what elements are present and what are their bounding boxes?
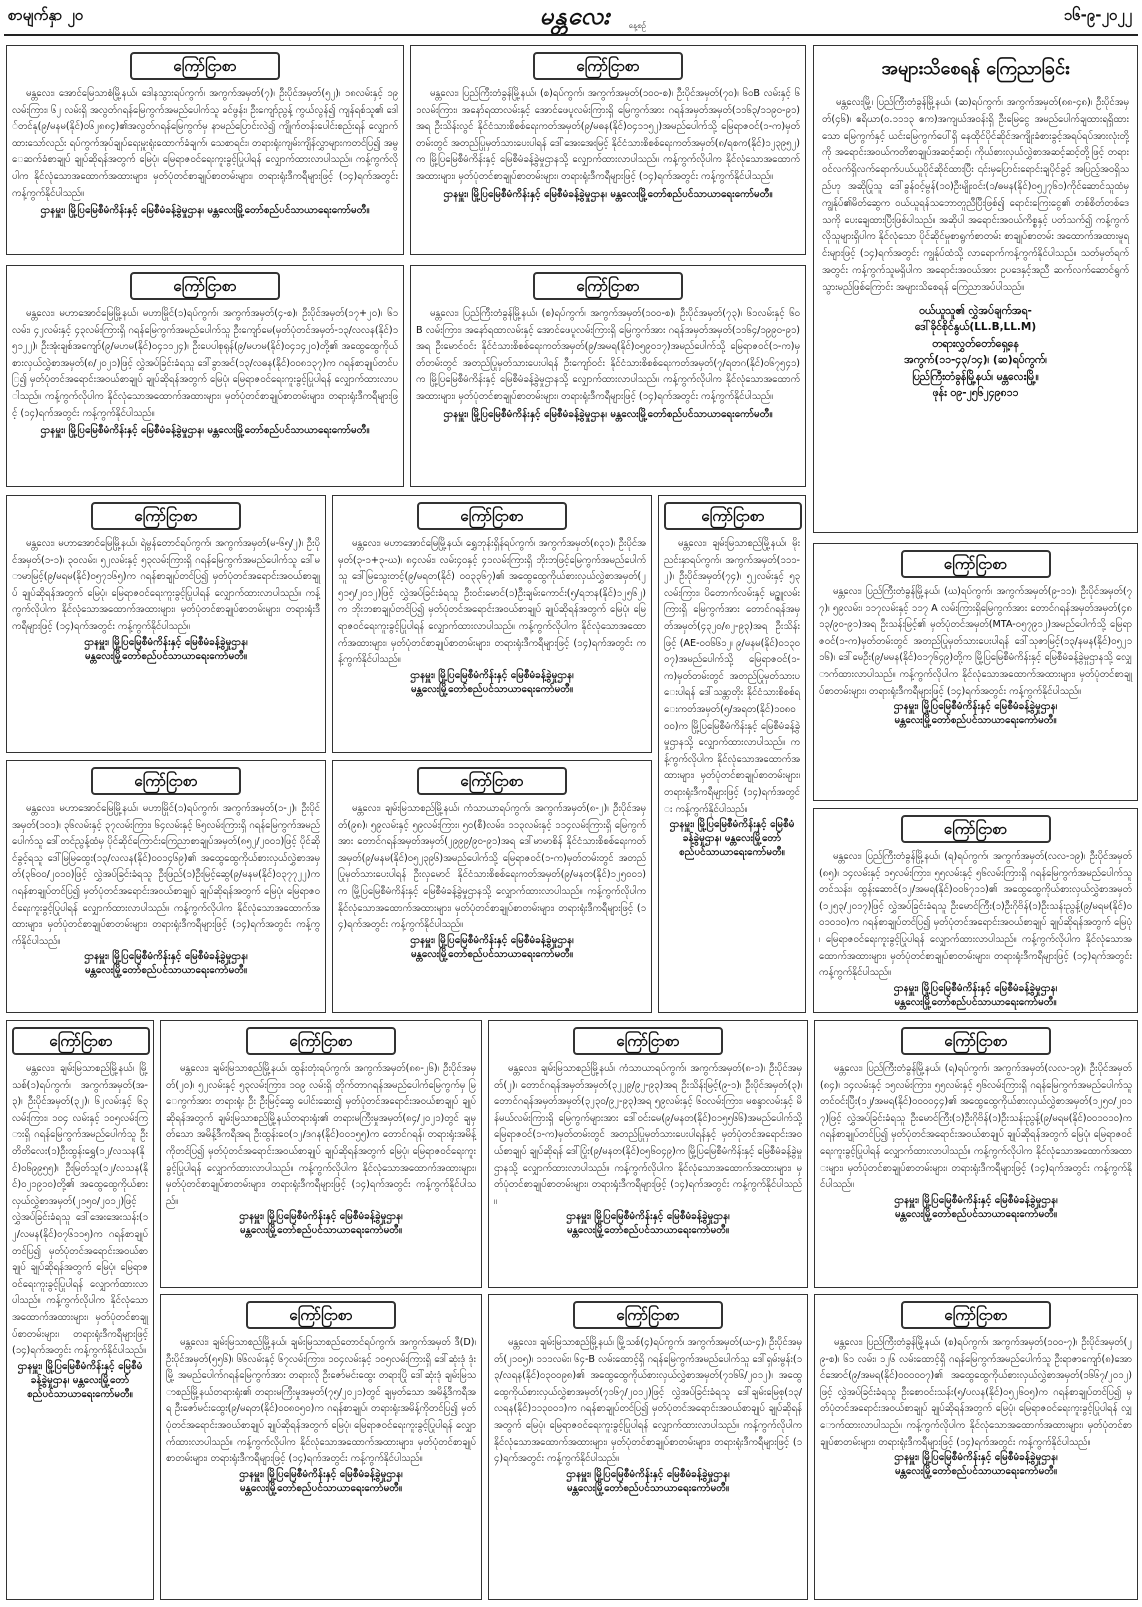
ad-title: ကြော်ငြာစာ [901, 815, 1051, 843]
ad-signature-line2: မန္တလေးမြို့တော်စည်ပင်သာယာရေးကော်မတီ။ [84, 965, 248, 977]
ad-title: ကြော်ငြာစာ [533, 52, 683, 80]
ad-signature: ဌာနမှူး၊ မြို့ပြမြေစီမံကိန်းနှင့် မြေစီမံခန့်ခွဲမှုဌာန၊ မန္တလေးမြို့တော်စည်ပင်သာယာရေးကော်မတီ။ [40, 425, 370, 437]
ad-body: မန္တလေး၊ ပြည်ကြီးတံခွန်မြို့နယ်၊ (စ)ရပ်ကွက်၊ အကွက်အမှတ်(၁၀၀-စ)၊ ဦးပိုင်အမှတ်(၇၀)၊ ၆၀B လမ်းနှင့် ၆၁လမ်းကြား၊ အနော်ရထာလမ်းနှင့် အောင်ဖေပူလမ်းကြားရှိ မြေကွက်အား ဂရန်အမှတ်အမှတ်(၁၁၆၃/၁၁၉၀-၉၁)အရ ဦးသိန်းလွင် နိုင်ငံသားစိစစ်ရေးကတ်အမှတ်(၉/မဓန(နိုင်)၀၄၁၁၅၂)အမည်ပေါက်သို့ မြေရာဇဝင်(၁-က)မှတ်တမ်းတွင် အတည်ပြုမှတ်သားပေးပါရန် ဒေါ်အေးအေးမြင့် နိုင်ငံသားစိစစ်ရေးကတ်အမှတ်(၈/ရစက(နိုင်)၁၂၃၉၅၂)က မြို့ပြမြေစီမံကိန်းနှင့် မြေစီမံခန့်ခွဲမှုဌာနသို့ လျှောက်ထားလာပါသည်။ ကန့်ကွက်လိုပါက နိုင်လုံသောအထောက်အထားများ၊ မှတ်ပုံတင်စာချုပ်စာတမ်းများ၊ တရားရုံးဒီကရီများဖြင့် (၁၄)ရက်အတွင်း ကန့်ကွက်နိုင်ပါသည်။ [416, 88, 800, 182]
ad-title: ကြော်ငြာစာ [664, 502, 802, 530]
lawyer-line: ပြည်ကြီးတံခွန်မြို့နယ်၊ မန္တလေးမြို့။ [912, 370, 1039, 383]
ad-title: ကြော်ငြာစာ [130, 52, 280, 80]
ad-box [6, 760, 326, 1013]
ad-signature-line2: မန္တလေးမြို့တော်စည်ပင်သာယာရေးကော်မတီ။ [894, 715, 1057, 727]
ad-signature-line1: ဌာနမှူး၊ မြို့ပြမြေစီမံကိန်းနှင့် မြေစီမံခန့်ခွဲမှုဌာန၊ [410, 934, 574, 946]
ad-signature-line2: မန္တလေးမြို့တော်စည်ပင်သာယာရေးကော်မတီ။ [894, 996, 1057, 1008]
ad-box [160, 1020, 482, 1288]
ad-body: မန္တလေး၊ မဟာအောင်မြေမြို့နယ်၊ ရွှေဘုန်းရှိန်ရပ်ကွက်၊ အကွက်အမှတ်(၈၃၁)၊ ဦးပိုင်အမှတ်(၃-၁+၃-ဃ)၊ ၈၄လမ်း၊ လမ်း၄၀နှင့် ၄၁လမ်းကြားရှိ ဘိုးဘဖြင့်မြေကွက်အမည်ပေါက်သူ ဒေါ်မြသွေးတင့်(၉/မရတ(နိုင်) ၀၀၃၃၆၇)၏ အထွေထွေကိုယ်စားလှယ်လွှဲစာအမှတ်(၂၅၁၅/၂၀၁၂)ဖြင့် လွှဲအပ်ခြင်းခံရသူ ဦးဝင်းမောင်(၁)ဦးချမ်းကောင်း(၅/ရဘန(နိုင်)၁၂၅၆၂)က ဘိုးဘစာချုပ်တင်ပြ၍ မှတ်ပုံတင်အရောင်းအဝယ်စာချုပ် ချုပ်ဆိုရန်အတွက် မြေပုံ၊ မြေရာဇဝင်ရေးကူးခွင့်ပြုပါရန် လျှောက်ထားလာပါသည်။ ကန့်ကွက်လိုပါက နိုင်လုံသောအထောက်အထားများ၊ မှတ်ပုံတင်စာချုပ်စာတမ်းများ၊ တရားရုံးဒီကရီများဖြင့် (၁၄)ရက်အတွင်း ကန့်ကွက်နိုင်ပါသည်။ [338, 538, 646, 666]
ad-box [332, 495, 652, 753]
ad-signature: ဌာနမှူး၊ မြို့ပြမြေစီမံကိန်းနှင့် မြေစီမံခန့်ခွဲမှုဌာန၊ မန္တလေးမြို့တော်စည်ပင်သာယာရေးကော်မတီ။ [443, 188, 773, 200]
ad-body: မန္တလေး၊ မဟာအောင်မြေမြို့နယ်၊ မဟာမြိုင်(၁)ရပ်ကွက်၊ အကွက်အမှတ်(၁-၂)၊ ဦးပိုင်အမှတ်(၁၀၁)၊ ၃၆လမ်းနှင့် ၃၇လမ်းကြား၊ ၆၄လမ်းနှင့် ၆၅လမ်းကြားရှိ ဂရန်မြေကွက်အမည်ပေါက်သူ ဒေါ်တင်ညွန့်ထံမှ ပိုင်ဆိုင်ကြောင်းကြေညာစာချုပ်အမှတ်(၈၅၂/၂၀၀၁)ဖြင့် ပိုင်ဆိုင်ခွင့်ရသူ ဒေါ်မြမြထွေး(၁၃/လလန(နိုင်)၀၀၁၄၆၉)၏ အထွေထွေကိုယ်စားလှယ်လွှဲစာအမှတ်(၃၆၀၀/၂၀၁၀)ဖြင့် လွှဲအပ်ခြင်းခံရသူ ဦးဖြည်(၁)ဦးမြင့်ဆွေ(၉/မနမ(နိုင်)၀၃၇၇၂၂)က ဂရန်စာချုပ်တင်ပြ၍ မှတ်ပုံတင်အရောင်းအဝယ်စာချုပ် ချုပ်ဆိုရန်အတွက် မြေပုံ၊ မြေရာဇဝင်ရေးကူးခွင့်ပြုပါရန် လျှောက်ထားလာပါသည်။ ကန့်ကွက်လိုပါက နိုင်လုံသောအထောက်အထားများ၊ မှတ်ပုံတင်စာချုပ်စာတမ်းများ၊ တရားရုံးဒီကရီများဖြင့် (၁၄)ရက်အတွင်း ကန့်ကွက်နိုင်ပါသည်။ [12, 803, 321, 947]
ad-box [6, 45, 404, 255]
ad-body: မန္တလေး၊ ချမ်းမြသာစည်မြို့နယ်၊ ကံသာယာရပ်ကွက်၊ အကွက်အမှတ်(၈-၂)၊ ဦးပိုင်အမှတ်(၉၈)၊ ၅၉လမ်းနှင့် ၅၉လမ်းကြား၊ ၅၀(စီ)လမ်း၊ ၁၁၃လမ်းနှင့် ၁၁၄လမ်းကြားရှိ မြေကွက်အား တောင်ဂရန်အမှတ်အမှတ်(၂၉၉၉/၉၀-၉၁)အရ ဒေါ်မာမာစိန် နိုင်ငံသားစိစစ်ရေးကတ်အမှတ်(၉/မနမ(နိုင်)၀၅၂၃၉၆)အမည်ပေါက်သို့ မြေရာဇဝင်(၁-က)မှတ်တမ်းတွင် အတည်ပြုမှတ်သားပေးပါရန် ဦးလှမောင် နိုင်ငံသားစိစစ်ရေးကတ်အမှတ်(၉/မနတ(နိုင်)၁၂၅၀၀၁)က မြို့ပြမြေစီမံကိန်းနှင့် မြေစီမံခန့်ခွဲမှုဌာနသို့ လျှောက်ထားလာပါသည်။ ကန့်ကွက်လိုပါက နိုင်လုံသောအထောက်အထားများ၊ မှတ်ပုံတင်စာချုပ်စာတမ်းများ၊ တရားရုံးဒီကရီများဖြင့် (၁၄)ရက်အတွင်း ကန့်ကွက်နိုင်ပါသည်။ [338, 803, 646, 931]
lawyer-line: ဝယ်ယူသူ၏ လွှဲအပ်ချက်အရ- [919, 304, 1032, 317]
ad-box [6, 265, 404, 487]
lawyer-phone: ဖုန်း ၀၉-၂၅၆၂၄၉၈၁၁ [932, 387, 1019, 400]
ad-signature-line2: မန္တလေးမြို့တော်စည်ပင်သာယာရေးကော်မတီ။ [239, 1225, 403, 1237]
ad-box [410, 45, 806, 255]
ad-signature-line2: မန္တလေးမြို့တော်စည်ပင်သာယာရေးကော်မတီ။ [410, 948, 574, 960]
ad-box [814, 1020, 1138, 1288]
ad-signature: ဌာနမှူး၊ မြို့ပြမြေစီမံကိန်းနှင့် မြေစီမံခန့်ခွဲမှုဌာန၊ မန္တလေးမြို့တော်စည်ပင်သာယာရေးကော်မတီ။ [40, 205, 370, 217]
ad-signature-line1: ဌာနမှူး၊ မြို့ပြမြေစီမံကိန်းနှင့် မြေစီမံခန့်ခွဲမှုဌာန၊ [893, 701, 1058, 713]
ad-signature-line1: ဌာနမှူး၊ မြို့ပြမြေစီမံကိန်းနှင့် မြေစီမံခန့်ခွဲမှုဌာန၊ [239, 1468, 403, 1480]
ad-body: မန္တလေး၊ ချမ်းမြသာစည်မြို့နယ်၊ ချမ်းမြသာစည်တောင်ရပ်ကွက်၊ အကွက်အမှတ် ဒီ(D)၊ ဦးပိုင်အမှတ်(၅၅၆)၊ ၆၆လမ်းနှင့် ၆၇လမ်းကြား၊ ၁၀၄လမ်းနှင့် ၁၀၅လမ်းကြားရှိ ဒေါ်ဆုံးဒုံ ဒုံးမြို့ အမည်ပေါက်ဂရန်မြေကွက်အား တရားလို ဦးဇော်မင်းထွေး တရားပြို ဒေါ်ဆုံးဒုံ ချမ်းမြသာစည်မြို့နယ်တရားရုံး၏ တရားမကြီးမှုအမှတ်(၇၅/၂၀၂၁)တွင် ချမှတ်သော အမိန့်ဒီကရီအရ ဦးဇော်မင်းထွေး(၉/မရတ(နိုင်)၀၀၈၀၅၀)က ဂရန်စာချုပ်၊ တရားရုံးအမိန့်ကိုတင်ပြ၍ မှတ်ပုံတင်အရောင်းအဝယ်စာချုပ် ချုပ်ဆိုရန်အတွက် မြေပုံ၊ မြေရာဇဝင်ရေးကူးခွင့်ပြုပါရန် လျှောက်ထားလာပါသည်။ ကန့်ကွက်လိုပါက နိုင်လုံသောအထောက်အထားများ၊ မှတ်ပုံတင်စာချုပ်စာတမ်းများ၊ တရားရုံးဒီကရီများဖြင့် (၁၄)ရက်အတွင်း ကန့်ကွက်နိုင်ပါသည်။ [166, 1337, 476, 1465]
lawyer-line: တရားလွှတ်တော်ရှေ့နေ [932, 337, 1019, 350]
ad-box [814, 1294, 1138, 1600]
ad-box [332, 760, 652, 1013]
ad-title: ကြော်ငြာစာ [573, 1027, 723, 1055]
ad-title: ကြော်ငြာစာ [246, 1301, 396, 1329]
lawyer-line: အကွက်(၁၁-၄၃/၁၄)၊ (ဆ)ရပ်ကွက်၊ [904, 354, 1047, 367]
ad-signature-line1: ဌာနမှူး၊ မြို့ပြမြေစီမံကိန်းနှင့် မြေစီမံခန့်ခွဲမှုဌာန၊ [894, 1194, 1058, 1206]
ad-body: မန္တလေး၊ အောင်မြေသာစံမြို့နယ်၊ ဒေါနသွားရပ်ကွက်၊ အကွက်အမှတ်(၇)၊ ဦးပိုင်အမှတ်(၅၂)၊ ၁၈လမ်းနှင့် ၁၉လမ်းကြား၊ ၆၂ လမ်းရှိ အလွတ်ဂရန်မြေကွက်အမည်ပေါက်သူ ခင်ဖွန်း၊ ဦးကျော်ညွန့် ကွယ်လွန်၍ ကျန်ရစ်သူ၏ ဒေါ်တင်နု(၉/မနမ(နိုင်)၀၆၂၈၈၄)၏အလွတ်ဂရန်မြေကွက်မှ နာမည်ပြောင်းလဲ၍ ကျိုက်တန်းပေါင်းစည်းရန် လျှောက်ထားသော်လည်း ရပ်ကွက်အုပ်ချုပ်ရေးမှူးရုံးထောက်ခံချက်၊ သေစာရင်း၊ တရားရုံးကျမ်းကျိန်လွှာများကတင်ပြ၍ အမွေဆက်ခံစာချုပ် ချုပ်ဆိုရန်အတွက် မြေပုံ၊ မြေရာဇဝင်ရေးကူးခွင့်ပြုပါရန် လျှောက်ထားလာပါသည်။ ကန့်ကွက်လိုပါက နိုင်လုံသောအထောက်အထားများ၊ မှတ်ပုံတင်စာချုပ်စာတမ်းများ၊ တရားရုံးဒီကရီများဖြင့် (၁၄)ရက်အတွင်း ကန့်ကွက်နိုင်ပါသည်။ [12, 88, 398, 199]
ad-box [410, 265, 806, 487]
ad-signature-line2: မန္တလေးမြို့တော်စည်ပင်သာယာရေးကော်မတီ။ [239, 1482, 403, 1494]
header-rule [4, 34, 1138, 36]
ad-body: မန္တလေး၊ ချမ်းမြသာစည်မြို့နယ်၊ ထွန်းတုံးရပ်ကွက်၊ အကွက်အမှတ်(၈၈-၂၆)၊ ဦးပိုင်အမှတ်(၂၀)၊ ၅၂လမ်းနှင့် ၅၃လမ်းကြား၊ ၁၀၉ လမ်းရှိ တိုက်တာဂရန်အမည်ပေါက်မြေကွက်မှ မြေကွက်အား တရားရုံး ဦး ဦးမြင့်ဆွေ ပေါင်းဆေး၍ မှတ်ပုံတင်အရောင်းအဝယ်စာချုပ် ချုပ်ဆိုရန်အတွက် ချမ်းမြသာစည်မြို့နယ်တရားရုံး၏ တရားမကြီးမှုအမှတ်(၈၄/၂၀၂၁)တွင် ချမှတ်သော အမိန့်ဒီကရီအရ ဦးထွန်းဝေ(၁၂/ဒဂန(နိုင်)၀၀၁၅၅)က တောင်ဂရန်၊ တရားရုံးအမိန့်ကိုတင်ပြ၍ မှတ်ပုံတင်အရောင်းအဝယ်စာချုပ် ချုပ်ဆိုရန်အတွက် မြေပုံ၊ မြေရာဇဝင်ရေးကူးခွင့်ပြုပါရန် လျှောက်ထားလာပါသည်။ ကန့်ကွက်လိုပါက နိုင်လုံသောအထောက်အထားများ၊ မှတ်ပုံတင်စာချုပ်စာတမ်းများ၊ တရားရုံးဒီကရီများဖြင့် (၁၄)ရက်အတွင်း ကန့်ကွက်နိုင်ပါသည်။ [166, 1063, 476, 1207]
ad-body: မန္တလေး၊ ချမ်းမြသာစည်မြို့နယ်၊ ကံသာယာရပ်ကွက်၊ အကွက်အမှတ်(၈-၁)၊ ဦးပိုင်အမှတ်(၂)၊ တောင်ဂရန်အမှတ်အမှတ်(၃၂၂၉/၉၂-၉၃)အရ ဦးသိန်းမြင့်(၉-၁)၊ ဦးပိုင်အမှတ်(၃)၊ တောင်ဂရန်အမှတ်အမှတ်(၃၂၃၀/၉၂-၉၃)အရ ၅၉လမ်းနှင့် ၆၀လမ်းကြား၊ မစန္ဒာလမ်းနှင့် မိန်မယ်လမ်းကြားရှိ မြေကွက်များအား ဒေါ်ဝင်းမေ(၉/မနတ(နိုင်)၀၁၅၅၆၆)အမည်ပေါက်သို့ မြေရာဇဝင်(၁-က)မှတ်တမ်းတွင် အတည်ပြုမှတ်သားပေးပါရန်နှင့် မှတ်ပုံတင်အရောင်းအဝယ်စာချုပ် ချုပ်ဆိုရန် ဒေါ်ပြုံး(၉/မနတ(နိုင်)၀၅၆၀၄၉)က မြို့ပြမြေစီမံကိန်းနှင့် မြေစီမံခန့်ခွဲမှုဌာနသို့ လျှောက်ထားလာပါသည်။ ကန့်ကွက်လိုပါက နိုင်လုံသောအထောက်အထားများ၊ မှတ်ပုံတင်စာချုပ်စာတမ်းများ၊ တရားရုံးဒီကရီများဖြင့် (၁၄)ရက်အတွင်း ကန့်ကွက်နိုင်ပါသည်။ [494, 1063, 802, 1207]
ad-title: ကြော်ငြာစာ [901, 550, 1051, 578]
ad-body: မန္တလေး၊ ချမ်းမြသာစည်မြို့နယ်၊ မြို့သစ်(၄)ရပ်ကွက်၊ အကွက်အမှတ်(ယ-၄)၊ ဦးပိုင်အမှတ်(၂၁၀၅)၊ ၁၁၁လမ်း၊ ၆၄-B လမ်းထောင့်ရှိ ဂရန်မြေကွက်အမည်ပေါက်သူ ဒေါ်ရှမ်းမွန်း(၁၃/လရန(နိုင်)၀၃၀၀၉၈)၏ အထွေထွေကိုယ်စားလှယ်လွှဲစာအမှတ်(၇၁၆၆/၂၀၁၂)၊ အထွေထွေကိုယ်စားလှယ်လွှဲစာအမှတ်(၇၁၆၇/၂၀၁၂)ဖြင့် လွှဲအပ်ခြင်းခံရသူ ဒေါ်ချမ်းမြေစု(၁၃/လရန(နိုင်)၁၁၃၀၀၁)က ဂရန်စာချုပ်တင်ပြ၍ မှတ်ပုံတင်အရောင်းအဝယ်စာချုပ် ချုပ်ဆိုရန်အတွက် မြေပုံ၊ မြေရာဇဝင်ရေးကူးခွင့်ပြုပါရန် လျှောက်ထားလာပါသည်။ ကန့်ကွက်လိုပါက နိုင်လုံသောအထောက်အထားများ၊ မှတ်ပုံတင်စာချုပ်စာတမ်းများ၊ တရားရုံးဒီကရီများဖြင့် (၁၄)ရက်အတွင်း ကန့်ကွက်နိုင်ပါသည်။ [494, 1337, 802, 1465]
masthead [0, 0, 1142, 36]
ad-signature-line2: မန္တလေးမြို့တော်စည်ပင်သာယာရေးကော်မတီ။ [894, 1208, 1058, 1220]
notice-signature [822, 303, 1129, 402]
ad-title: ကြော်ငြာစာ [91, 767, 241, 795]
logo-text: မန္တလေး [539, 1, 611, 30]
ad-box [6, 495, 326, 753]
ad-title: ကြော်ငြာစာ [533, 272, 683, 300]
ad-body: မန္တလေး၊ မဟာအောင်မြေမြို့နယ်၊ ရဲမွန်တောင်ရပ်ကွက်၊ အကွက်အမှတ်(မ-၆၅/၂)၊ ဦးပိုင်အမှတ်(၁-၁)၊ ၃၀လမ်း၊ ၅၂လမ်းနှင့် ၅၃လမ်းကြားရှိ ဂရန်မြေကွက်အမည်ပေါက်သူ ဒေါ်မာမာမြင့်(၉/မရမ(နိုင်)၀၅၇၁၆၅)က ဂရန်စာချုပ်တင်ပြ၍ မှတ်ပုံတင်အရောင်းအဝယ်စာချုပ် ချုပ်ဆိုရန်အတွက် မြေပုံ၊ မြေရာဇဝင်ရေးကူးခွင့်ပြုပါရန် လျှောက်ထားလာပါသည်။ ကန့်ကွက်လိုပါက နိုင်လုံသောအထောက်အထားများ၊ မှတ်ပုံတင်စာချုပ်စာတမ်းများ၊ တရားရုံးဒီကရီများဖြင့် (၁၄)ရက်အတွင်း ကန့်ကွက်နိုင်ပါသည်။ [12, 538, 320, 632]
ad-title: ကြော်ငြာစာ [91, 502, 241, 530]
ad-body: မန္တလေး၊ ချမ်းမြသာစည်မြို့နယ်၊ မိုးညင်းနှာရပ်ကွက်၊ အကွက်အမှတ်(၁၁၁-၂)၊ ဦးပိုင်အမှတ်(၇၄)၊ ၅၂လမ်းနှင့် ၅၃လမ်းကြား၊ ပိတောက်လမ်းနှင့် မဉ္ဇူလမ်းကြားရှိ မြေကွက်အား တောင်ဂရန်အမှတ်အမှတ်(၄၃၂၀/၈၂-၉၃)အရ ဦးသိန်းဖြင့် (AE-၀၀၆၆၁၂၊ ၉/မနမ(နိုင်)၀၁၃၀၀၇)အမည်ပေါက်သို့ မြေရာဇဝင်(၁-က)မှတ်တမ်းတွင် အတည်ပြုမှတ်သားပေးပါရန် ဒေါ်သန္တာတိုး နိုင်ငံသားစိစစ်ရေးကတ်အမှတ်(၅/အရတ(နိုင်)၁၀၈၀၀၀)က မြို့ပြမြေစီမံကိန်းနှင့် မြေစီမံခန့်ခွဲမှုဌာနသို့ လျှောက်ထားလာပါသည်။ ကန့်ကွက်လိုပါက နိုင်လုံသောအထောက်အထားများ၊ မှတ်ပုံတင်စာချုပ်စာတမ်းများ၊ တရားရုံးဒီကရီများဖြင့် (၁၄)ရက်အတွင်း ကန့်ကွက်နိုင်ပါသည်။ [664, 538, 800, 815]
ad-box [813, 808, 1138, 1013]
ad-title: ကြော်ငြာစာ [417, 767, 567, 795]
ad-signature-line1: ဌာနမှူး၊ မြို့ပြမြေစီမံကိန်းနှင့် မြေစီမံခန့်ခွဲမှုဌာန၊ [84, 636, 248, 648]
notice-title: အများသိစေရန် ကြေညာခြင်း [881, 58, 1070, 79]
notice-body: မန္တလေးမြို့၊ ပြည်ကြီးတံခွန်မြို့နယ်၊ (ဆ)ရပ်ကွက်၊ အကွက်အမှတ်(၈၈-၄၈)၊ ဦးပိုင်အမှတ်(၄၆)၊ ဧရိယာ(၀.၁၁၁၃ ဧက)အကျယ်အဝန်းရှိ ဦးမြေငွေ အမည်ပေါက်ချထားရရှိထားသော မြေကွက်နှင့် ယင်းမြေကွက်ပေါ်ရှိ နေထိုင်ပိုင်ဆိုင်အကျိုးခံစားခွင့်အရပ်ရပ်အားလုံးတို့ကို အရောင်းအဝယ်ကတိစာချုပ်အဆင့်ဆင့်၊ ကိုယ်စားလှယ်လွှဲစာအဆင့်ဆင့်တို့ဖြင့် တရားဝင်လက်ရှိလက်ရောက်ပယ်ယူပိုင်ဆိုင်ထားပြီး ၎င်းမှပြောင်းရောင်းချပိုင်ခွင့် အပြည့်အဝရှိသည်ဟု အဆိုပြုသူ ဒေါ်ခွန်ဝင့်မွန်(၁၀)ဦးမျိုးဝင်း(၁/ဓမန(နိုင်)၀၅၂၇၆၁)ကိုင်ဆောင်သူထံမှ ကျွန်ုပ်၏မိတ်ဆွေက ဝယ်ယူရန်သဘောတူညီပြီးဖြစ်၍ ရောင်းကြေးငွေ၏ တစ်စိတ်တစ်ဒေသကို ပေးချေထားပြီးဖြစ်ပါသည်။ အဆိုပါ အရောင်းအဝယ်ကိစ္စနှင့် ပတ်သက်၍ ကန့်ကွက်လိုသူများရှိပါက နိုင်လုံသော ပိုင်ဆိုင်မှုစာရွက်စာတမ်း စာချုပ်စာတမ်း အထောက်အထားမူရင်းများဖြင့် (၁၄)ရက်အတွင်း ကျွန်ုပ်ထံသို့ လာရောက်ကန့်ကွက်နိုင်ပါသည်။ သတ်မှတ်ရက်အတွင်း ကန့်ကွက်သူမရှိပါက အရောင်းအဝယ်အား ဥပဒေနှင့်အညီ ဆက်လက်ဆောင်ရွက်သွားမည်ဖြစ်ကြောင်း အများသိစေရန် ကြေညာအပ်ပါသည်။ [822, 97, 1129, 293]
ad-box [813, 543, 1138, 801]
ad-signature-line1: ဌာနမှူး၊ မြို့ပြမြေစီမံကိန်းနှင့် မြေစီမံခန့်ခွဲမှုဌာန၊ [566, 1211, 730, 1223]
ad-body: မန္တလေး၊ ပြည်ကြီးတံခွန်မြို့နယ်၊ (ရ)ရပ်ကွက်၊ အကွက်အမှတ်(လလ-၁၉)၊ ဦးပိုင်အမှတ်(၈၄)၊ ၁၄လမ်းနှင့် ၁၅လမ်းကြား၊ ၅၅လမ်းနှင့် ၅၆လမ်းကြားရှိ ဂရန်မြေကွက်အမည်ပေါက်သူ တင်ဝင်းပြီး(၁၂/အမရ(နိုင်)၀၀၀၀၄၄)၏ အထွေထွေကိုယ်စားလှယ်လွှဲစာအမှတ်(၁၂၅၀/၂၀၁၇)ဖြင့် လွှဲအပ်ခြင်းခံရသူ ဦးမောင်ကြီး(၁)ဦးဂိုဗိန်(၁)ဦးသန်းညွန့်(၉/မရမ(နိုင်)၀၀၁၀၁၀)က ဂရန်စာချုပ်တင်ပြ၍ မှတ်ပုံတင်အရောင်းအဝယ်စာချုပ် ချုပ်ဆိုရန်အတွက် မြေပုံ၊ မြေရာဇဝင်ရေးကူးခွင့်ပြုပါရန် လျှောက်ထားလာပါသည်။ ကန့်ကွက်လိုပါက နိုင်လုံသောအထောက်အထားများ၊ မှတ်ပုံတင်စာချုပ်စာတမ်းများ၊ တရားရုံးဒီကရီများဖြင့် (၁၄)ရက်အတွင်း ကန့်ကွက်နိုင်ပါသည်။ [820, 1063, 1132, 1191]
ad-signature: ဌာနမှူး၊ မြို့ပြမြေစီမံကိန်းနှင့် မြေစီမံခန့်ခွဲမှုဌာန၊ မန္တလေးမြို့တော်စည်ပင်သာယာရေးကော်မတီ။ [443, 408, 773, 420]
ad-box [160, 1294, 482, 1600]
ad-signature-line2: မန္တလေးမြို့တော်စည်ပင်သာယာရေးကော်မတီ။ [566, 1482, 730, 1494]
ad-body: မန္တလေး၊ ချမ်းမြသာစည်မြို့နယ်၊ မြို့သစ်(၁)ရပ်ကွက်၊ အကွက်အမှတ်(အ-၃)၊ ဦးပိုင်အမှတ်(၃၂)၊ ၆၂လမ်းနှင့် ၆၃လမ်းကြား၊ ၁၀၄ လမ်းနှင့် ၁၀၅လမ်းကြားရှိ ဂရန်မြေကွက်အမည်ပေါက်သူ ဦးတိတိလေး(၁)ဦးထွန်းရွှေ(၁၂/လသန(နိုင်)၀၆၉၉၅၅)၊ ဦးမြတ်သူ(၁၂/လသန(နိုင်)၀၂၁၉၁၀)တို့၏ အထွေထွေကိုယ်စားလှယ်လွှဲစာအမှတ်(၂၁၅၀/၂၀၁၂)ဖြင့် လွှဲအပ်ခြင်းခံရသူ ဒေါ်အေးအေးသန်း(၁၂/လမန(နိုင်)၀၇၆၁၁၅)က ဂရန်စာချုပ်တင်ပြ၍ မှတ်ပုံတင်အရောင်းအဝယ်စာချုပ် ချုပ်ဆိုရန်အတွက် မြေပုံ၊ မြေရာဇဝင်ရေးကူးခွင့်ပြုပါရန် လျှောက်ထားလာပါသည်။ ကန့်ကွက်လိုပါက နိုင်လုံသောအထောက်အထားများ၊ မှတ်ပုံတင်စာချုပ်စာတမ်းများ၊ တရားရုံးဒီကရီများဖြင့် (၁၄)ရက်အတွင်း ကန့်ကွက်နိုင်ပါသည်။ [12, 1063, 148, 1357]
ad-signature-line2: မန္တလေးမြို့တော်စည်ပင်သာယာရေးကော်မတီ။ [410, 683, 574, 695]
ad-box [658, 495, 806, 1013]
ad-body: မန္တလေး၊ ပြည်ကြီးတံခွန်မြို့နယ်၊ (ရ)ရပ်ကွက်၊ အကွက်အမှတ်(လလ-၁၉)၊ ဦးပိုင်အမှတ်(၈၅)၊ ၁၄လမ်းနှင့် ၁၅လမ်းကြား၊ ၅၅လမ်းနှင့် ၅၆လမ်းကြားရှိ ဂရန်မြေကွက်အမည်ပေါက်သူ တင်သန်း၊ ထွန်းဆောင်(၁၂/အမရ(နိုင်)၀၀၆၇၁၁)၏ အထွေထွေကိုယ်စားလှယ်လွှဲစာအမှတ်(၁၂၅၃/၂၀၁၇)ဖြင့် လွှဲအပ်ခြင်းခံရသူ ဦးမောင်ကြီး(၁)ဦးဂိုဗိန်(၁)ဦးသန်းညွန့်(၉/မရမ(နိုင်)၀၀၁၀၁၀)က ဂရန်စာချုပ်တင်ပြ၍ မှတ်ပုံတင်အရောင်းအဝယ်စာချုပ် ချုပ်ဆိုရန်အတွက် မြေပုံ၊ မြေရာဇဝင်ရေးကူးခွင့်ပြုပါရန် လျှောက်ထားလာပါသည်။ ကန့်ကွက်လိုပါက နိုင်လုံသောအထောက်အထားများ၊ မှတ်ပုံတင်စာချုပ်စာတမ်းများ၊ တရားရုံးဒီကရီများဖြင့် (၁၄)ရက်အတွင်း ကန့်ကွက်နိုင်ပါသည်။ [819, 851, 1132, 979]
ad-title: ကြော်ငြာစာ [901, 1027, 1051, 1055]
lawyer-name: ဒေါ်ခိုင်စိုင်နွယ်(LL.B,LL.M) [914, 321, 1037, 334]
ad-title: ကြော်ငြာစာ [12, 1027, 150, 1055]
ad-signature-line1: ဌာနမှူး၊ မြို့ပြမြေစီမံကိန်းနှင့် မြေစီမံခန့်ခွဲမှုဌာန၊ [84, 951, 248, 963]
ad-title: ကြော်ငြာစာ [417, 502, 567, 530]
ad-title: ကြော်ငြာစာ [130, 272, 280, 300]
ad-signature-line2: မန္တလေးမြို့တော်စည်ပင်သာယာရေးကော်မတီ။ [84, 650, 248, 662]
ad-signature: ဌာနမှူး၊ မြို့ပြမြေစီမံကိန်းနှင့် မြေစီမံခန့်ခွဲမှုဌာန၊ မန္တလေးမြို့တော်စည်ပင်သာယာရေးကော်မတီ။ [17, 1360, 143, 1400]
ad-title: ကြော်ငြာစာ [573, 1301, 723, 1329]
ad-signature-line1: ဌာနမှူး၊ မြို့ပြမြေစီမံကိန်းနှင့် မြေစီမံခန့်ခွဲမှုဌာန၊ [410, 669, 574, 681]
ad-signature-line1: ဌာနမှူး၊ မြို့ပြမြေစီမံကိန်းနှင့် မြေစီမံခန့်ခွဲမှုဌာန၊ [893, 982, 1058, 994]
ad-signature: ဌာနမှူး၊ မြို့ပြမြေစီမံကိန်းနှင့် မြေစီမံခန့်ခွဲမှုဌာန၊ မန္တလေးမြို့တော်စည်ပင်သာယာရေးကော်မတီ။ [669, 819, 795, 859]
logo-subtext: နေ့စဉ် [628, 21, 646, 30]
issue-date: ၁၆-၉-၂၀၂၂ [1063, 6, 1132, 24]
ad-body: မန္တလေး၊ ပြည်ကြီးတံခွန်မြို့နယ်၊ (ဃ)ရပ်ကွက်၊ အကွက်အမှတ်(၉-၁၁)၊ ဦးပိုင်အမှတ်(၇၇)၊ ၅၉လမ်း၊ ၁၁၇လမ်းနှင့် ၁၁၇ A လမ်းကြားရှိမြေကွက်အား တောင်ဂရန်အမှတ်အမှတ်(၄၈၁၃/၉၀-၉၁)အရ ဦးသန်းမြင့်၏ မှတ်ပုံတင်အမှတ်(MTA-၀၅၇၉၁၂)အမည်ပေါက်သို့ မြေရာဇဝင်(၁-က)မှတ်တမ်းတွင် အတည်ပြုမှတ်သားပေးပါရန် ဒေါ်သုဇာမြင့်(၁၃/နမန(နိုင်)၀၅၂၁၁၆)၊ ဒေါ်မေဦး(၉/မမန(နိုင်)၀၁၇၆၄၉)တို့က မြို့ပြမြေစီမံကိန်းနှင့် မြေစီမံခန့်ခွဲမှုဌာနသို့ လျှောက်ထားလာပါသည်။ ကန့်ကွက်လိုပါက နိုင်လုံသောအထောက်အထားများ၊ မှတ်ပုံတင်စာချုပ်စာတမ်းများ၊ တရားရုံးဒီကရီများဖြင့် (၁၄)ရက်အတွင်း ကန့်ကွက်နိုင်ပါသည်။ [819, 586, 1132, 697]
newspaper-logo [500, 0, 650, 34]
public-notice [813, 45, 1138, 533]
ad-title: ကြော်ငြာစာ [901, 1301, 1051, 1329]
ad-signature-line1: ဌာနမှူး၊ မြို့ပြမြေစီမံကိန်းနှင့် မြေစီမံခန့်ခွဲမှုဌာန၊ [894, 1452, 1058, 1464]
ad-body: မန္တလေး၊ ပြည်ကြီးတံခွန်မြို့နယ်၊ (စ)ရပ်ကွက်၊ အကွက်အမှတ်(၁၀၀-စ)၊ ဦးပိုင်အမှတ်(၇၃)၊ ၆၁လမ်းနှင့် ၆၀ B လမ်းကြား၊ အနော်ရထာလမ်းနှင့် အောင်ဖေပူလမ်းကြားရှိ မြေကွက်အား ဂရန်အမှတ်အမှတ်(၁၁၆၄/၁၉၉၀-၉၁)အရ ဦးမောင်ဝင်း နိုင်ငံသားစိစစ်ရေးကတ်အမှတ်(၉/အမရ(နိုင်)၀၅၉၀၁၇)အမည်ပေါက်သို့ မြေရာဇဝင်(၁-က)မှတ်တမ်းတွင် အတည်ပြုမှတ်သားပေးပါရန် ဦးကျော်ဝင်း နိုင်ငံသားစိစစ်ရေးကတ်အမှတ်(၇/ရတဂ(နိုင်)၀၆၇၅၄၁)က မြို့ပြမြေစီမံကိန်းနှင့် မြေစီမံခန့်ခွဲမှုဌာနသို့ လျှောက်ထားလာပါသည်။ ကန့်ကွက်လိုပါက နိုင်လုံသောအထောက်အထားများ၊ မှတ်ပုံတင်စာချုပ်စာတမ်းများ၊ တရားရုံးဒီကရီများဖြင့် (၁၄)ရက်အတွင်း ကန့်ကွက်နိုင်ပါသည်။ [416, 308, 800, 402]
ad-signature-line2: မန္တလေးမြို့တော်စည်ပင်သာယာရေးကော်မတီ။ [566, 1225, 730, 1237]
ad-box [6, 1020, 154, 1600]
ad-signature-line1: ဌာနမှူး၊ မြို့ပြမြေစီမံကိန်းနှင့် မြေစီမံခန့်ခွဲမှုဌာန၊ [566, 1468, 730, 1480]
page-number: စာမျက်နှာ ၂၀ [8, 6, 84, 24]
ad-body: မန္တလေး၊ ပြည်ကြီးတံခွန်မြို့နယ်၊ (စ)ရပ်ကွက်၊ အကွက်အမှတ်(၁၀၀-၇)၊ ဦးပိုင်အမှတ်(၂၉-စ)၊ ၆၁ လမ်း၊ ၁၂၆ လမ်းထောင့်ရှိ ဂရန်မြေကွက်အမည်ပေါက်သူ ဦးရာဇာကျော်(၈)အောင်အောင်(၉/အမရ(နိုင်)၀၀၀၀၀၇)၏ အထွေထွေကိုယ်စားလှယ်လွှဲစာအမှတ်(၁၆၆၇/၂၀၁၂)ဖြင့် လွှဲအပ်ခြင်းခံရသူ ဦးစောဝင်းသန်း(၅/ပလန(နိုင်)၀၅၂၆၀၅)က ဂရန်စာချုပ်တင်ပြ၍ မှတ်ပုံတင်အရောင်းအဝယ်စာချုပ် ချုပ်ဆိုရန်အတွက် မြေပုံ၊ မြေရာဇဝင်ရေးကူးခွင့်ပြုပါရန် လျှောက်ထားလာပါသည်။ ကန့်ကွက်လိုပါက နိုင်လုံသောအထောက်အထားများ၊ မှတ်ပုံတင်စာချုပ်စာတမ်းများ၊ တရားရုံးဒီကရီများဖြင့် (၁၄)ရက်အတွင်း ကန့်ကွက်နိုင်ပါသည်။ [820, 1337, 1132, 1448]
ad-signature-line2: မန္တလေးမြို့တော်စည်ပင်သာယာရေးကော်မတီ။ [894, 1466, 1058, 1478]
ad-box [488, 1020, 808, 1288]
ad-box [488, 1294, 808, 1600]
ad-body: မန္တလေး၊ မဟာအောင်မြေမြို့နယ်၊ မဟာမြိုင်(၁)ရပ်ကွက်၊ အကွက်အမှတ်(၄-စ)၊ ဦးပိုင်အမှတ်(၁၇+၂၀)၊ ၆၁ လမ်း၊ ၄၂လမ်းနှင့် ၄၃လမ်းကြားရှိ ဂရန်မြေကွက်အမည်ပေါက်သူ ဦးကျော်မေ(မှတ်ပုံတင်အမှတ်-၁၃/လလန(နိုင်)၁၅၁၂၂)၊ ဦးအုံးချစ်အကျော်(၉/မဟမ(နိုင်)၀၄၁၁၂၄)၊ ဦးပေပါစုရုန်(၉/မဟမ(နိုင်)၀၄၁၄၂၀)တို့၏ အထွေထွေကိုယ်စားလှယ်လွှဲစာအမှတ်(၈/၂၀၂၁)ဖြင့် လွှဲအပ်ခြင်းခံရသူ ဒေါ်ခွာအင်(၁၃/လဓန(နိုင်)၀၀၈၁၃၇)က ဂရန်စာချုပ်တင်ပြ၍ မှတ်ပုံတင်အရောင်းအဝယ်စာချုပ် ချုပ်ဆိုရန်အတွက် မြေပုံ၊ မြေရာဇဝင်ရေးကူးခွင့်ပြုပါရန် လျှောက်ထားလာပါသည်။ ကန့်ကွက်လိုပါက နိုင်လုံသောအထောက်အထားများ၊ မှတ်ပုံတင်စာချုပ်စာတမ်းများ၊ တရားရုံးဒီကရီများဖြင့် (၁၄)ရက်အတွင်း ကန့်ကွက်နိုင်ပါသည်။ [12, 308, 398, 419]
ad-signature-line1: ဌာနမှူး၊ မြို့ပြမြေစီမံကိန်းနှင့် မြေစီမံခန့်ခွဲမှုဌာန၊ [239, 1211, 403, 1223]
ad-title: ကြော်ငြာစာ [246, 1027, 396, 1055]
